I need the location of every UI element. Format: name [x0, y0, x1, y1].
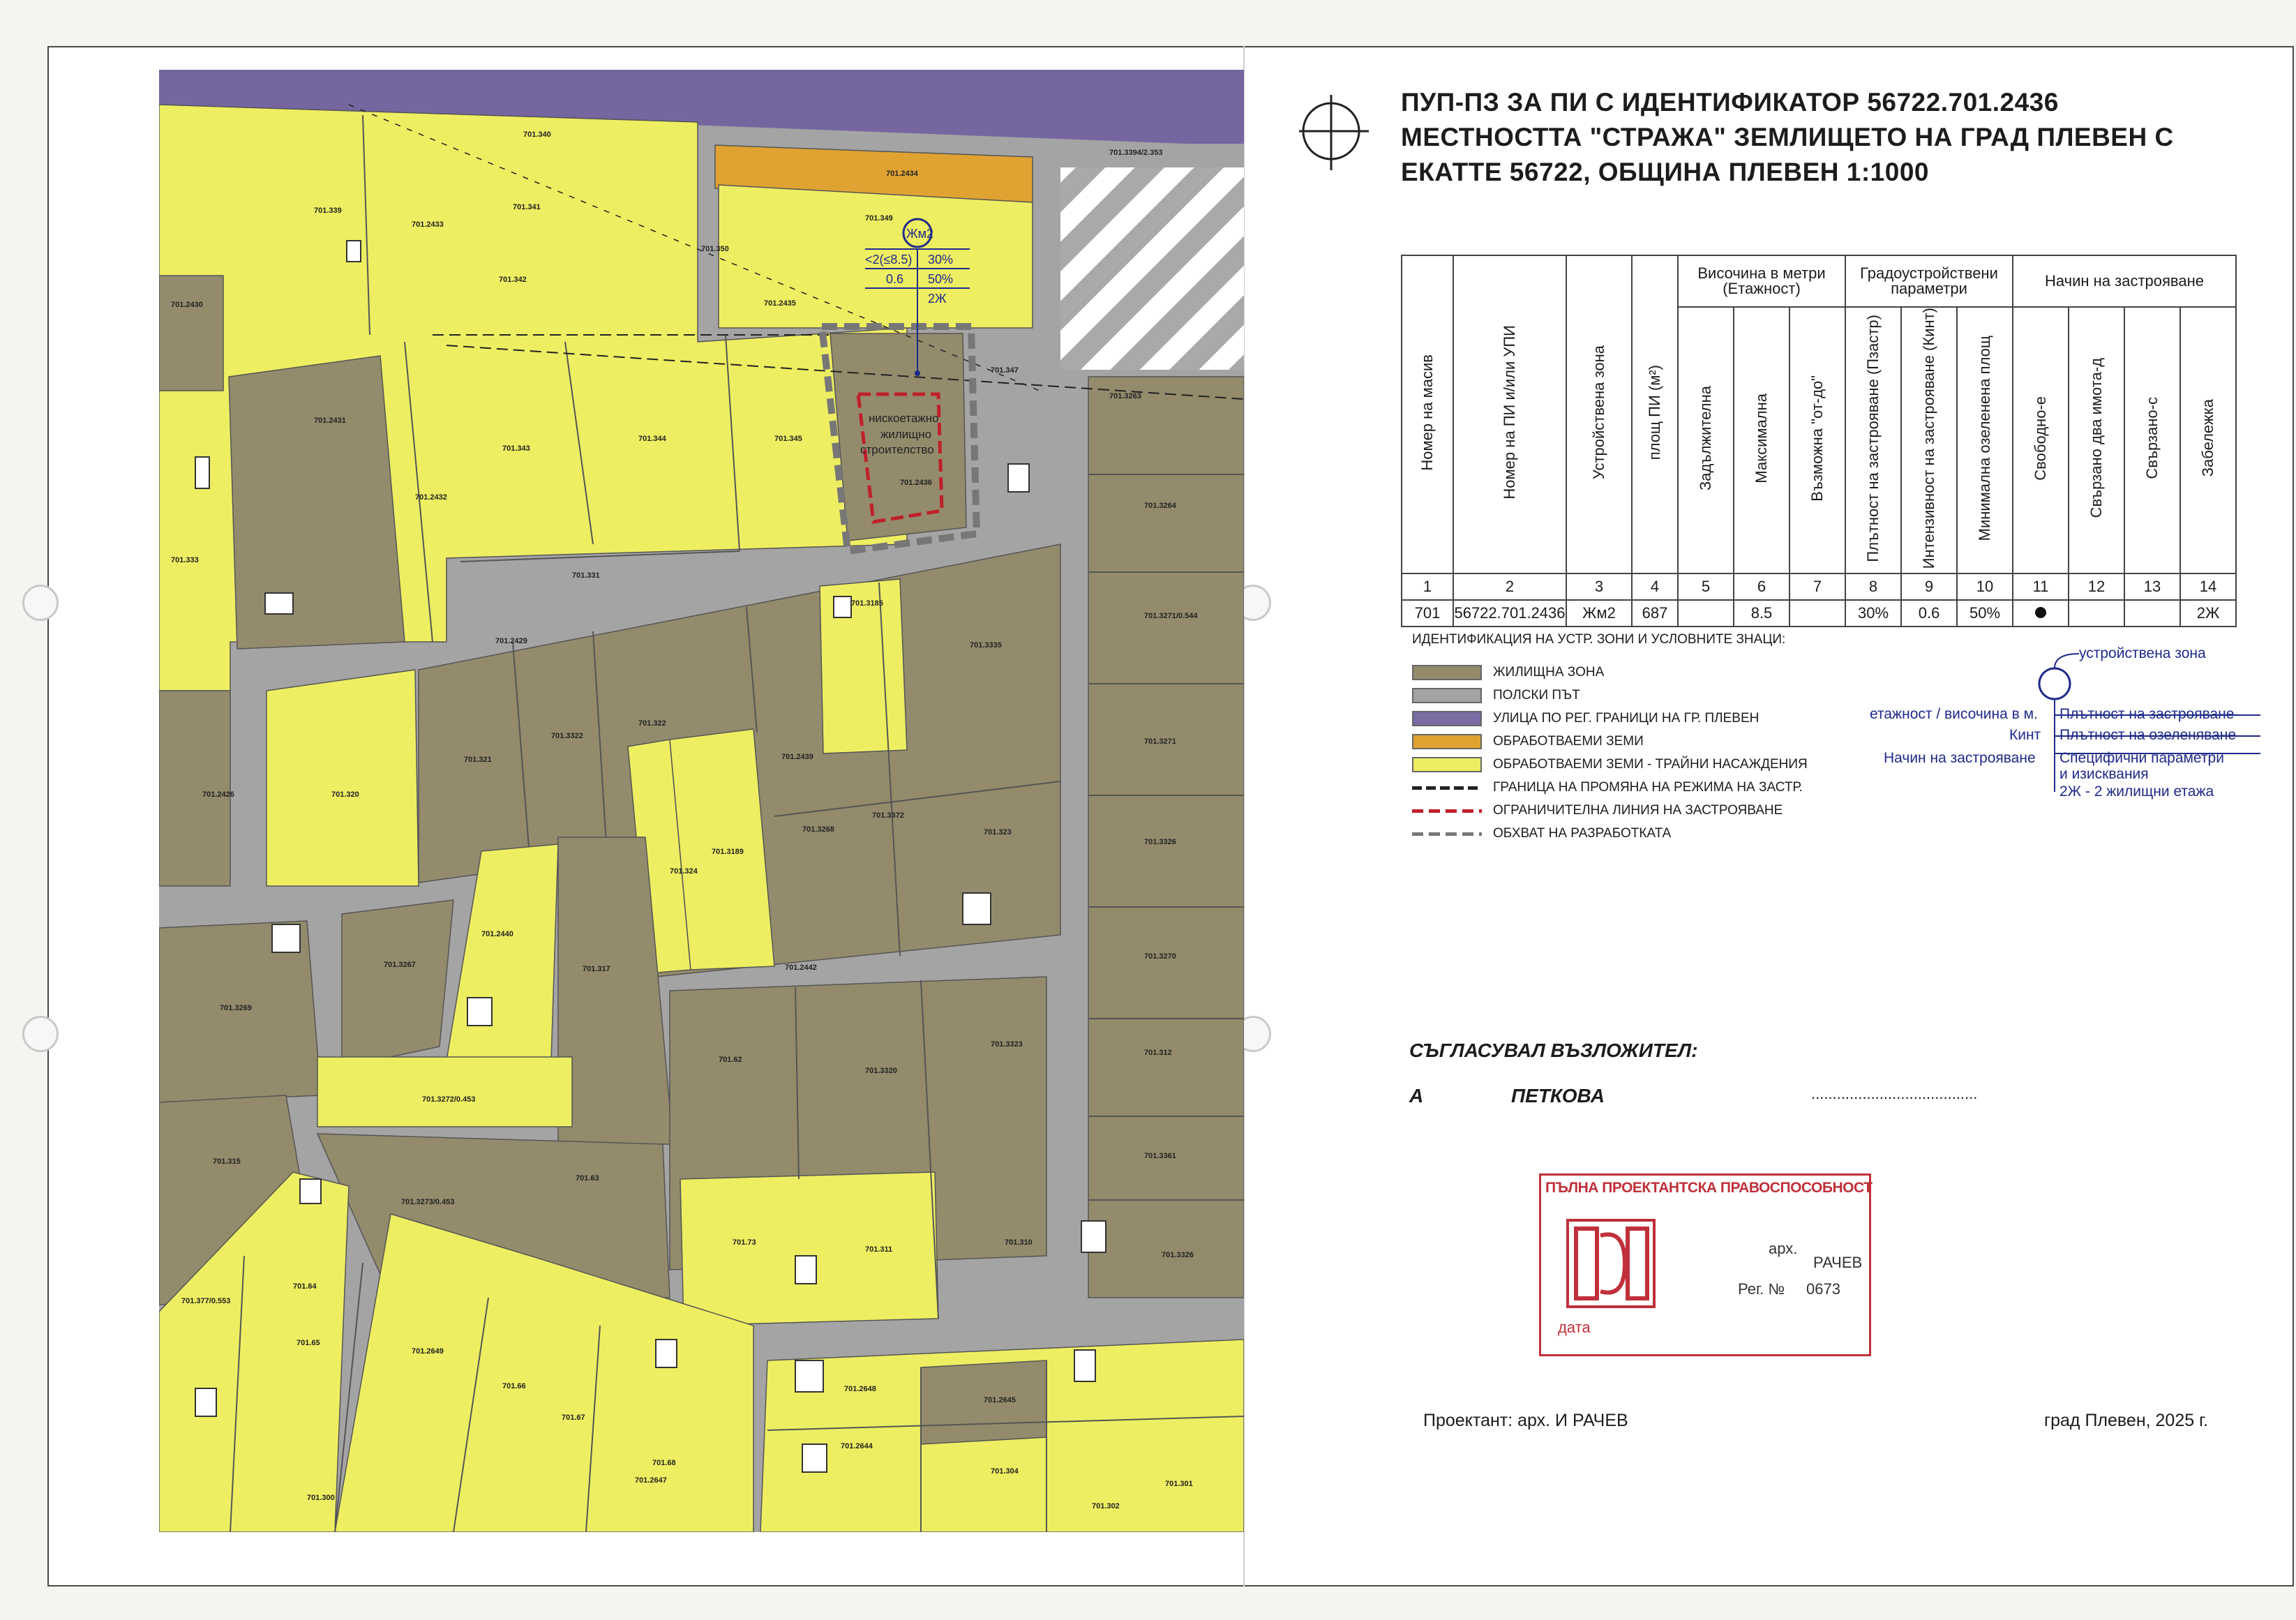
zone-key-label: Специфични параметри — [2059, 750, 2224, 766]
parcel-label: 701.301 — [1165, 1480, 1193, 1488]
stamp-date: дата — [1558, 1319, 1591, 1336]
parcel-label: 701.3272/0.453 — [422, 1095, 476, 1104]
column-number: 12 — [2069, 573, 2124, 600]
legend-label: ГРАНИЦА НА ПРОМЯНА НА РЕЖИМА НА ЗАСТР. — [1493, 780, 1803, 795]
cell-free — [2013, 600, 2069, 627]
cell-linked — [2124, 600, 2180, 627]
cell-note: 2Ж — [2180, 600, 2236, 627]
cell-green: 50% — [1957, 600, 2013, 627]
legend-label: ОБРАБОТВАЕМИ ЗЕМИ — [1493, 734, 1644, 749]
legend-label: ОГРАНИЧИТЕЛНА ЛИНИЯ НА ЗАСТРОЯВАНЕ — [1493, 803, 1783, 818]
legend-title: ИДЕНТИФИКАЦИЯ НА УСТР. ЗОНИ И УСЛОВНИТЕ ЗНАЦИ: — [1412, 632, 1786, 647]
parcel-label: 701.3335 — [970, 641, 1002, 650]
professional-stamp — [1539, 1173, 1871, 1356]
parcel-label: 701.323 — [984, 828, 1012, 837]
column-number: 5 — [1678, 573, 1734, 600]
group-header: Начин на застрояване — [2013, 255, 2236, 307]
parcel-label: 701.63 — [576, 1174, 599, 1183]
parcel-label: 701.3361 — [1144, 1152, 1176, 1160]
hatched-area — [1060, 167, 1244, 370]
legend-label: УЛИЦА ПО РЕГ. ГРАНИЦИ НА ГР. ПЛЕВЕН — [1493, 711, 1759, 726]
client-name: ПЕТКОВА — [1511, 1085, 1605, 1107]
parcel-label: 701.3326 — [1144, 838, 1176, 846]
parcel-label: 701.350 — [701, 245, 729, 253]
column-number: 4 — [1632, 573, 1678, 600]
column-number: 2 — [1453, 573, 1566, 600]
parcel-orchard — [680, 1172, 938, 1326]
column-numbers-row — [1402, 573, 2236, 600]
zone-key-label: устройствена зона — [2079, 645, 2206, 661]
parcel-label: 701.333 — [171, 556, 199, 564]
cell-area: 687 — [1632, 600, 1678, 627]
parcel-label: 701.3263 — [1109, 392, 1141, 400]
group-header: Градоустройствени параметри — [1845, 255, 2013, 307]
parcel-label: 701.377/0.553 — [181, 1297, 231, 1305]
svg-text:<2(≤8.5): <2(≤8.5) — [865, 253, 913, 267]
parcel-label: 701.3264 — [1144, 502, 1176, 510]
parameters-table — [1401, 255, 2237, 627]
svg-text:Жм2: Жм2 — [906, 227, 934, 241]
parcel-label: 701.347 — [991, 366, 1019, 375]
zone-key-label: Кинт — [2009, 727, 2041, 743]
title-line: ПУП-ПЗ ЗА ПИ С ИДЕНТИФИКАТОР 56722.701.2436 — [1401, 88, 2059, 117]
title-line: МЕСТНОСТТА "СТРАЖА" ЗЕМЛИЩЕТО НА ГРАД ПЛЕВЕН С — [1401, 123, 2174, 151]
legend-swatch — [1412, 783, 1482, 793]
parcel-label: 701.3270 — [1144, 952, 1176, 961]
parcel-label: 701.343 — [502, 444, 530, 453]
parcel-label: 701.322 — [638, 719, 666, 728]
parcel-label: 701.2439 — [781, 753, 813, 761]
col-header: Устройствена зона — [1566, 255, 1632, 573]
parcel-label: 701.2429 — [495, 637, 527, 645]
parcel-label: 701.3271/0.544 — [1144, 612, 1198, 620]
parcel-label: 701.3326 — [1162, 1251, 1194, 1259]
parcel-orchard — [317, 1057, 572, 1127]
col-header: площ ПИ (м²) — [1632, 255, 1678, 573]
col-header: Задължителна — [1678, 307, 1734, 573]
zone-key-label: Начин на застрояване — [1884, 750, 2036, 766]
parcel-label: 701.2430 — [171, 301, 203, 309]
zone-key-label: 2Ж - 2 жилищни етажа — [2059, 783, 2214, 800]
parcel-label: 701.2435 — [764, 299, 796, 308]
col-header: Минимална озеленена площ — [1957, 307, 2013, 573]
svg-text:701.2436: 701.2436 — [900, 479, 932, 487]
parcel-label: 701.3273/0.453 — [401, 1198, 455, 1206]
svg-text:жилищно: жилищно — [880, 428, 932, 441]
legend-label: ПОЛСКИ ПЪТ — [1493, 688, 1580, 703]
legend-item — [1412, 824, 1671, 843]
parcel-label: 701.3394/2.353 — [1109, 149, 1163, 157]
zone-key-label: етажност / височина в м. — [1870, 706, 2038, 722]
parcel-orchard — [267, 670, 419, 886]
parcel-label: 701.3320 — [865, 1067, 897, 1075]
parcel-residential — [159, 276, 223, 391]
legend-item — [1412, 755, 1808, 774]
table-row — [1402, 600, 2236, 627]
parcel-label: 701.67 — [562, 1413, 585, 1422]
parcel-label: 701.2647 — [635, 1476, 667, 1485]
svg-text:строителство: строителство — [860, 443, 934, 456]
legend-swatch — [1412, 734, 1482, 749]
legend-label: ЖИЛИЩНА ЗОНА — [1493, 665, 1605, 680]
drawing-title — [1401, 85, 2238, 190]
parcel-residential — [229, 356, 405, 649]
parcel-label: 701.304 — [991, 1467, 1019, 1476]
svg-text:0.6: 0.6 — [886, 272, 904, 286]
column-number: 13 — [2124, 573, 2180, 600]
parcel-label: 701.3268 — [802, 825, 834, 834]
svg-text:30%: 30% — [928, 253, 954, 267]
parcel-label: 701.3269 — [220, 1004, 252, 1012]
legend-swatch — [1412, 757, 1482, 772]
parcel-label: 701.349 — [865, 214, 893, 223]
col-header: Плътност на застрояване (Пзастр) — [1845, 307, 1901, 573]
cell-two-plots — [2069, 600, 2124, 627]
cell-pi: 56722.701.2436 — [1453, 600, 1566, 627]
svg-text:нискоетажно: нискоетажно — [869, 412, 939, 425]
parcel-label: 701.331 — [572, 571, 600, 580]
cell-h-required — [1678, 600, 1734, 627]
col-header: Максимална — [1734, 307, 1789, 573]
col-header: Номер на ПИ и/или УПИ — [1453, 255, 1566, 573]
parcel-label: 701.317 — [583, 965, 610, 973]
column-number: 14 — [2180, 573, 2236, 600]
parcel-label: 701.2649 — [412, 1347, 444, 1356]
col-header: Свободно-е — [2013, 307, 2069, 573]
legend-label: ОБХВАТ НА РАЗРАБОТКАТА — [1493, 826, 1672, 841]
parcel-label: 701.2648 — [844, 1385, 876, 1393]
legend-swatch — [1412, 688, 1482, 703]
title-line: ЕКАТТЕ 56722, ОБЩИНА ПЛЕВЕН 1:1000 — [1401, 158, 1929, 186]
col-header: Забележка — [2180, 307, 2236, 573]
column-number: 11 — [2013, 573, 2069, 600]
parcel-label: 701.2440 — [481, 930, 513, 938]
parcel-label: 701.3267 — [384, 961, 416, 969]
parcel-label: 701.2432 — [415, 493, 447, 502]
legend-label: ОБРАБОТВАЕМИ ЗЕМИ - ТРАЙНИ НАСАЖДЕНИЯ — [1493, 757, 1808, 772]
legend-item — [1412, 663, 1604, 682]
agreed-label: СЪГЛАСУВАЛ ВЪЗЛОЖИТЕЛ: — [1409, 1040, 1698, 1061]
parcel-label: 701.344 — [638, 435, 666, 443]
cell-density: 30% — [1845, 600, 1901, 627]
parcel-label: 701.66 — [502, 1382, 526, 1390]
column-number: 10 — [1957, 573, 2013, 600]
north-arrow-icon — [1299, 92, 1383, 176]
col-header: Свързано два имота-д — [2069, 307, 2124, 573]
parcel-label: 701.3271 — [1144, 737, 1176, 746]
parcel-label: 701.311 — [865, 1245, 893, 1254]
parcel-residential — [159, 691, 230, 886]
parcel-label: 701.342 — [499, 276, 527, 284]
parcel-label: 701.339 — [314, 207, 342, 215]
column-number: 1 — [1402, 573, 1453, 600]
parcel-residential — [342, 900, 453, 1067]
column-number: 8 — [1845, 573, 1901, 600]
group-header: Височина в метри (Етажност) — [1678, 255, 1845, 307]
parcel-label: 701.2433 — [412, 220, 444, 229]
parcel-label: 701.345 — [774, 435, 802, 443]
svg-text:50%: 50% — [928, 272, 954, 286]
zone-key-label: Плътност на озеленяване — [2059, 727, 2237, 743]
parcel-label: 701.315 — [213, 1157, 241, 1166]
parcel-label: 701.341 — [513, 203, 541, 211]
parcel-label: 701.3189 — [712, 848, 744, 856]
parcel-label: 701.320 — [331, 790, 359, 799]
parcel-label: 701.3322 — [551, 732, 583, 740]
parcel-label: 701.3185 — [851, 599, 883, 608]
legend-swatch — [1412, 829, 1482, 839]
col-header: Интензивност на застрояване (Кинт) — [1901, 307, 1957, 573]
legend-swatch — [1412, 711, 1482, 726]
column-number: 6 — [1734, 573, 1789, 600]
zone-key-label: Плътност на застрояване — [2059, 706, 2235, 722]
cell-zone: Жм2 — [1566, 600, 1632, 627]
parcel-label: 701.73 — [733, 1238, 756, 1247]
legend-swatch — [1412, 665, 1482, 680]
parcel-label: 701.312 — [1144, 1049, 1172, 1057]
legend-item — [1412, 709, 1759, 728]
cell-h-range — [1789, 600, 1845, 627]
cell-h-max: 8.5 — [1734, 600, 1789, 627]
column-number: 3 — [1566, 573, 1632, 600]
stamp-arh: арх. — [1769, 1240, 1798, 1257]
legend-item — [1412, 686, 1580, 705]
column-number: 9 — [1901, 573, 1957, 600]
parcel-label: 701.68 — [652, 1459, 676, 1467]
parcel-label: 701.3323 — [991, 1040, 1023, 1049]
parcel-label: 701.302 — [1092, 1502, 1120, 1510]
parcel-label: 701.65 — [297, 1339, 320, 1347]
stamp-header: ПЪЛНА ПРОЕКТАНТСКА ПРАВОСПОСОБНОСТ — [1545, 1180, 1873, 1196]
legend-item — [1412, 778, 1803, 797]
legend-item — [1412, 801, 1783, 820]
cell-kint: 0.6 — [1901, 600, 1957, 627]
parcel-label: 701.324 — [670, 867, 698, 876]
col-header: Възможна "от-до" — [1789, 307, 1845, 573]
client-initial: А — [1409, 1085, 1424, 1107]
column-number: 7 — [1789, 573, 1845, 600]
zone-key — [1870, 631, 2260, 806]
stamp-reg-no: 0673 — [1806, 1280, 1840, 1298]
parcel-label: 701.300 — [307, 1494, 335, 1502]
parcel-label: 701.2644 — [841, 1442, 873, 1450]
parcel-label: 701.2442 — [785, 963, 817, 972]
parcel-label: 701.340 — [523, 130, 551, 139]
parcel-label: 701.62 — [719, 1056, 742, 1064]
stamp-surname: РАЧЕВ — [1813, 1254, 1863, 1271]
col-header: Свързано-с — [2124, 307, 2180, 573]
parcel-label: 701.2431 — [314, 417, 346, 425]
svg-text:2Ж: 2Ж — [928, 292, 947, 306]
parcel-label: 701.2434 — [886, 170, 918, 178]
legend-swatch — [1412, 806, 1482, 816]
parcel-label: 701.321 — [464, 756, 492, 764]
freestanding-dot-icon — [2035, 607, 2046, 618]
parcel-label: 701.2645 — [984, 1396, 1016, 1404]
parcel-label: 701.64 — [293, 1282, 317, 1291]
parcel-label: 701.2426 — [202, 790, 234, 799]
signature-dots: ....................................... — [1811, 1085, 1978, 1102]
city-year: град Плевен, 2025 г. — [2044, 1411, 2209, 1430]
stamp-logo-icon — [1566, 1219, 1656, 1308]
zone-key-label: и изисквания — [2059, 766, 2149, 782]
cell-masiv: 701 — [1402, 600, 1453, 627]
stamp-reg: Рег. № — [1738, 1280, 1785, 1298]
parcel-label: 701.310 — [1005, 1238, 1033, 1247]
col-header: Номер на масив — [1402, 255, 1453, 573]
parcel-label: 701.3372 — [872, 811, 904, 820]
designer-line: Проектант: арх. И РАЧЕВ — [1423, 1411, 1628, 1430]
legend-item — [1412, 732, 1644, 751]
